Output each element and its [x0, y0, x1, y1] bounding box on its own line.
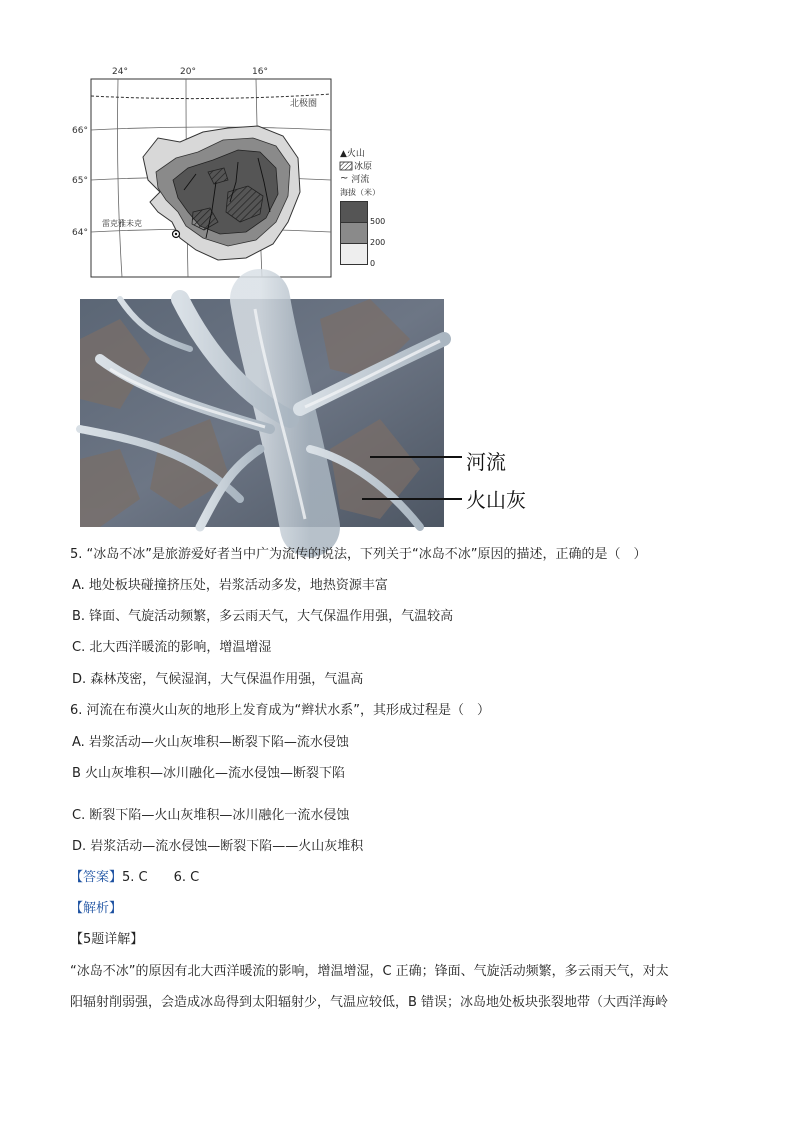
photo-label-river: 河流	[466, 450, 506, 474]
elevation-swatch-high	[340, 201, 368, 223]
q6-option-a: A. 岩浆活动—火山灰堆积—断裂下陷—流水侵蚀	[72, 735, 349, 750]
braided-river-photo	[80, 299, 444, 527]
elevation-swatch-mid	[340, 222, 368, 244]
legend-elevation-title: 海拔（米）	[340, 188, 380, 197]
q5-option-c: C. 北大西洋暖流的影响，增温增湿	[72, 640, 272, 655]
elevation-swatch-low	[340, 243, 368, 265]
lat-label-66: 66°	[72, 126, 88, 136]
elevation-tick-0: 0	[370, 259, 376, 268]
analysis-label: 【解析】	[70, 901, 123, 916]
legend-river: ~ 河流	[340, 173, 370, 185]
q6-option-d: D. 岩浆活动—流水侵蚀—断裂下陷——火山灰堆积	[72, 839, 364, 854]
river-pointer-line	[370, 456, 462, 458]
volcano-icon: ▲	[340, 149, 347, 159]
photo-label-ash: 火山灰	[466, 488, 526, 512]
q5-option-d: D. 森林茂密，气候湿润，大气保温作用强，气温高	[72, 672, 364, 687]
lon-label-16: 16°	[252, 67, 268, 77]
map-legend	[340, 146, 390, 268]
lon-label-20: 20°	[180, 67, 196, 77]
glacier-swatch-icon	[340, 162, 352, 170]
lat-label-64: 64°	[72, 228, 88, 238]
question-6-stem: 6. 河流在布漠火山灰的地形上发育成为“辫状水系”，其形成过程是（ ）	[70, 703, 491, 718]
legend-glacier: 冰原	[340, 159, 390, 172]
answer-text: 5. C 6. C	[122, 870, 200, 885]
q6-option-c: C. 断裂下陷—火山灰堆积—冰川融化一流水侵蚀	[72, 808, 350, 823]
lon-label-24: 24°	[112, 67, 128, 77]
legend-volcano: ▲火山	[340, 149, 365, 159]
iceland-map	[72, 62, 348, 280]
elevation-scale	[340, 201, 390, 268]
q5-option-b: B. 锋面、气旋活动频繁，多云雨天气，大气保温作用强，气温较高	[72, 609, 454, 624]
q5-option-a: A. 地处板块碰撞挤压处，岩浆活动多发，地热资源丰富	[72, 578, 388, 593]
arctic-circle-label: 北极圈	[290, 99, 318, 109]
answer-label: 【答案】	[70, 870, 123, 885]
analysis-line-2: 阳辐射削弱强，会造成冰岛得到太阳辐射少，气温应较低，B 错误；冰岛地处板块张裂地带（大西洋海岭	[70, 995, 669, 1010]
analysis-line-1: “冰岛不冰”的原因有北大西洋暖流的影响，增温增湿，C 正确；锋面、气旋活动频繁，多云雨天气，对太	[70, 964, 669, 979]
city-label: 雷克雅未克	[102, 219, 142, 228]
q6-option-b: B 火山灰堆积—冰川融化—流水侵蚀—断裂下陷	[72, 766, 346, 781]
question-5-stem: 5. “冰岛不冰”是旅游爱好者当中广为流传的说法，下列关于“冰岛不冰”原因的描述，正确的是（ ）	[70, 547, 647, 562]
elevation-tick-500: 500	[370, 217, 386, 226]
analysis-sub-label: 【5题详解】	[70, 932, 144, 947]
lat-label-65: 65°	[72, 176, 88, 186]
elevation-tick-200: 200	[370, 238, 386, 247]
ash-pointer-line	[362, 498, 462, 500]
river-line-icon: ~	[340, 173, 349, 184]
answer-line	[70, 870, 199, 886]
